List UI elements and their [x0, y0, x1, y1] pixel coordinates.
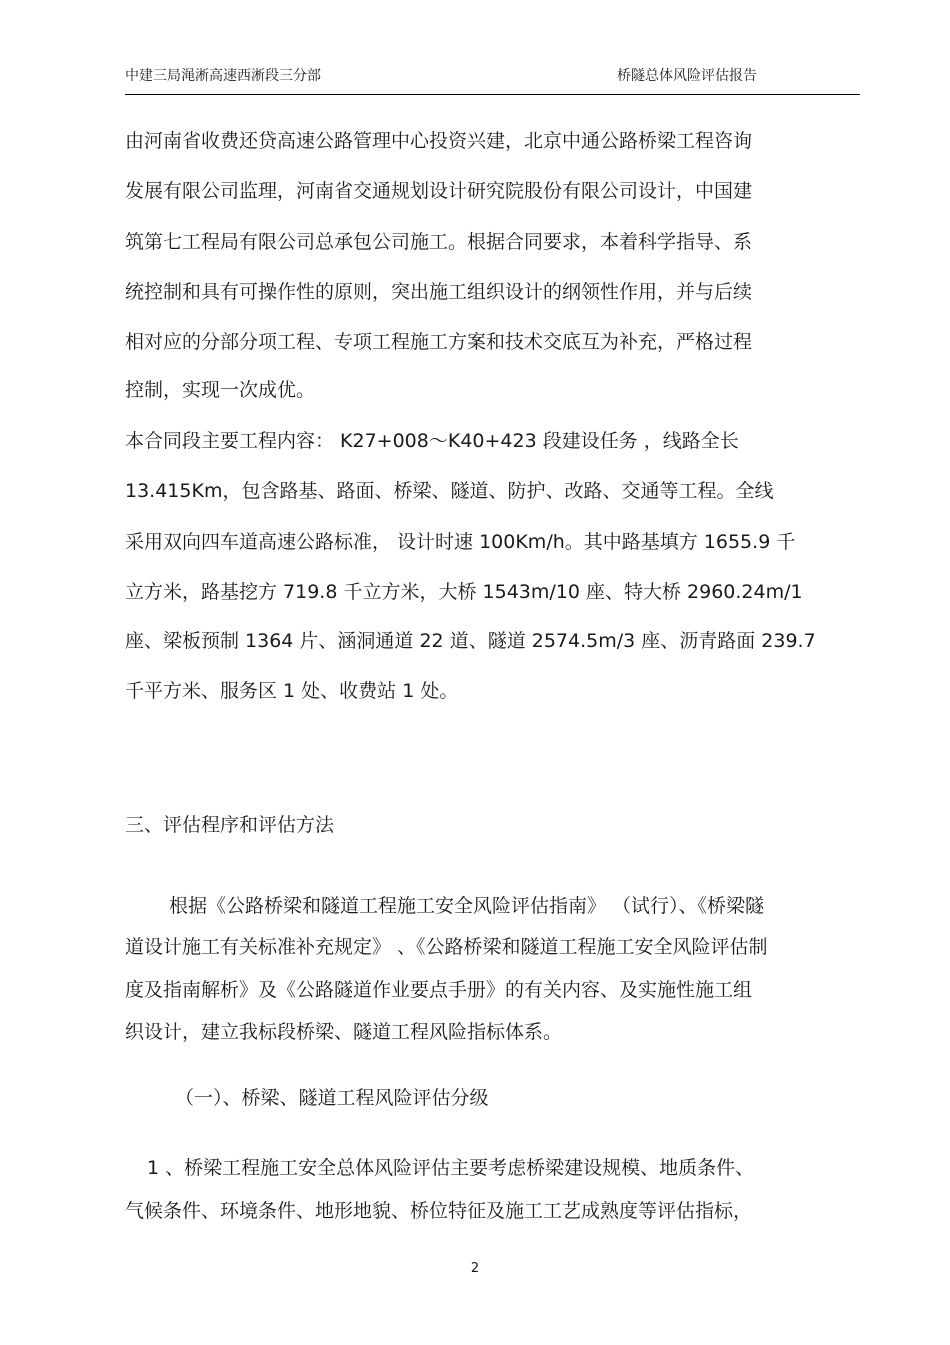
paragraph-2-line-2: 13.415Km，包含路基、路面、桥梁、隧道、防护、改路、交通等工程。全线 — [125, 480, 774, 502]
paragraph-4-line-1: 1 、桥梁工程施工安全总体风险评估主要考虑桥梁建设规模、地质条件、 — [147, 1157, 755, 1179]
header-left-text: 中建三局渑淅高速西淅段三分部 — [125, 68, 321, 84]
paragraph-3-line-1: 根据《公路桥梁和隧道工程施工安全风险评估指南》 （试行）、《桥梁隧 — [169, 895, 765, 917]
paragraph-2-line-1: 本合同段主要工程内容： K27+008～K40+423 段建设任务 ，线路全长 — [125, 430, 739, 452]
section-heading: 三、评估程序和评估方法 — [125, 814, 335, 836]
paragraph-1-line-3: 筑第七工程局有限公司总承包公司施工。根据合同要求，本着科学指导、系 — [125, 231, 753, 253]
paragraph-3-line-2: 道设计施工有关标准补充规定》 、《公路桥梁和隧道工程施工安全风险评估制 — [125, 936, 768, 958]
page-number: 2 — [470, 1261, 480, 1276]
paragraph-1-line-1: 由河南省收费还贷高速公路管理中心投资兴建，北京中通公路桥梁工程咨询 — [125, 130, 753, 152]
paragraph-2-line-6: 千平方米、服务区 1 处、收费站 1 处。 — [125, 680, 459, 702]
paragraph-3-line-4: 织设计，建立我标段桥梁、隧道工程风险指标体系。 — [125, 1021, 563, 1043]
paragraph-2-line-3: 采用双向四车道高速公路标准， 设计时速 100Km/h。其中路基填方 1655.9 千 — [125, 531, 796, 553]
header-right-text: 桥隧总体风险评估报告 — [617, 68, 757, 84]
paragraph-1-line-2: 发展有限公司监理，河南省交通规划设计研究院股份有限公司设计，中国建 — [125, 180, 753, 202]
subheading: （一）、桥梁、隧道工程风险评估分级 — [175, 1087, 489, 1109]
document-body — [125, 0, 860, 1345]
paragraph-1-line-6: 控制，实现一次成优。 — [125, 379, 316, 401]
paragraph-1-line-5: 相对应的分部分项工程、专项工程施工方案和技术交底互为补充，严格过程 — [125, 331, 753, 353]
paragraph-1-line-4: 统控制和具有可操作性的原则，突出施工组织设计的纲领性作用，并与后续 — [125, 281, 753, 303]
paragraph-2-line-5: 座、梁板预制 1364 片、涵洞通道 22 道、隧道 2574.5m/3 座、沥青路面 239.7 — [125, 630, 816, 652]
paragraph-2-line-4: 立方米，路基挖方 719.8 千立方米，大桥 1543m/10 座、特大桥 2960.24m/1 — [125, 581, 803, 603]
paragraph-4-line-2: 气候条件、环境条件、地形地貌、桥位特征及施工工艺成熟度等评估指标， — [125, 1200, 753, 1222]
paragraph-3-line-3: 度及指南解析》及《公路隧道作业要点手册》的有关内容、及实施性施工组 — [125, 979, 753, 1001]
